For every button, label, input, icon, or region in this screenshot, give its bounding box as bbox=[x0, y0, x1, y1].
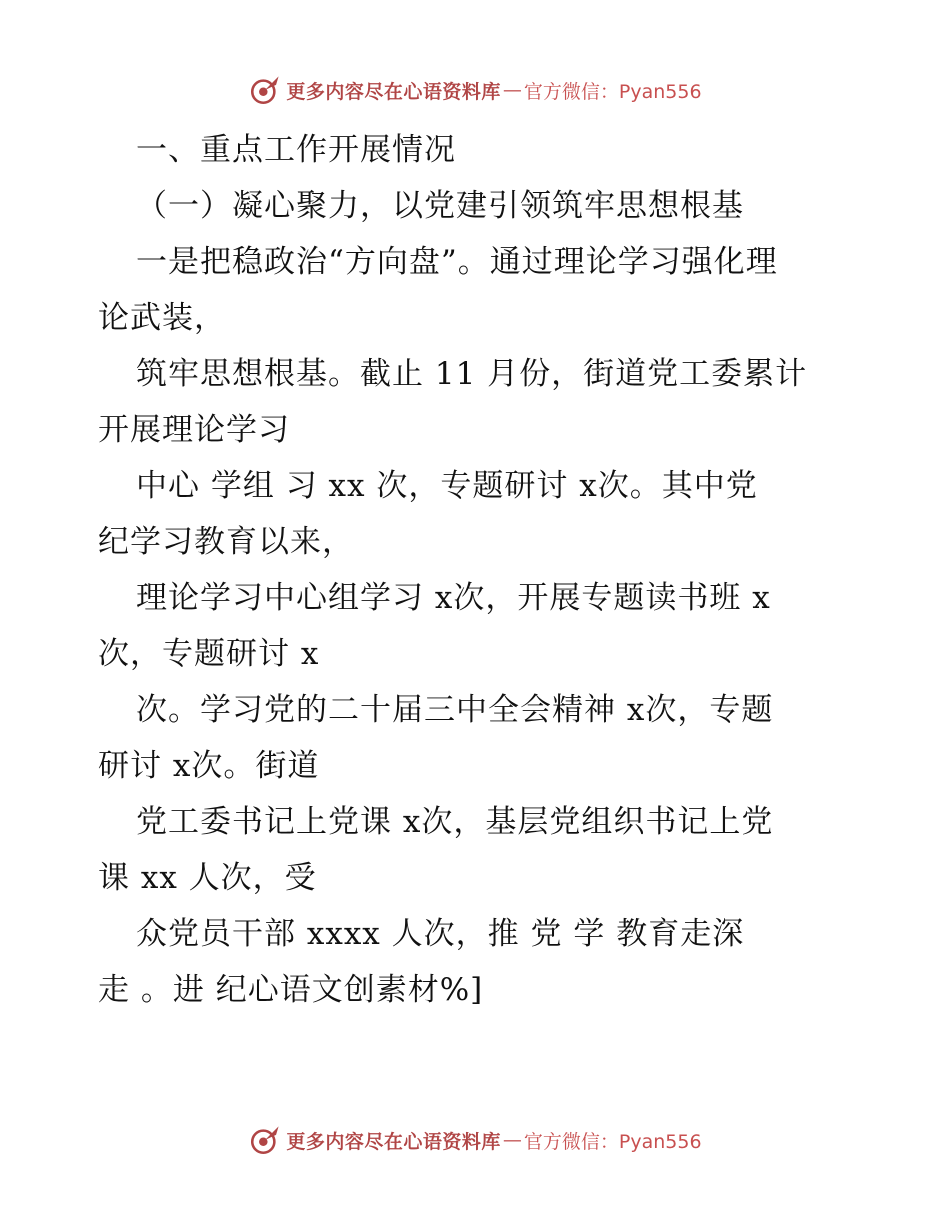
paragraph-line: 中心 学组 习 xx 次，专题研讨 x次。其中党 bbox=[136, 468, 758, 504]
paragraph-line: 课 xx 人次，受 bbox=[98, 860, 317, 896]
banner-wechat-text: 官方微信：Pyan556 bbox=[523, 1130, 702, 1153]
subsection-heading: （一）凝心聚力，以党建引领筑牢思想根基 bbox=[136, 188, 744, 224]
paragraph-line: 党工委书记上党课 x次，基层党组织书记上党 bbox=[136, 804, 774, 840]
banner-brand-text: 更多内容尽在心语资料库 bbox=[286, 80, 501, 103]
header-banner bbox=[0, 70, 950, 110]
paragraph-line: 次，专题研讨 x bbox=[98, 636, 320, 672]
paragraph-line: 论武装， bbox=[98, 300, 226, 336]
banner-brand-text: 更多内容尽在心语资料库 bbox=[286, 1130, 501, 1153]
paragraph-line: 众党员干部 xxxx 人次，推 党 学 教育走深 bbox=[136, 916, 745, 952]
paragraph-line: 纪学习教育以来， bbox=[98, 524, 354, 560]
paragraph-line: 次。学习党的二十届三中全会精神 x次，专题 bbox=[136, 692, 774, 728]
banner-dash: — bbox=[502, 1129, 522, 1151]
paragraph-line: 理论学习中心组学习 x次，开展专题读书班 x bbox=[136, 580, 771, 616]
paragraph-line: 筑牢思想根基。截止 11 月份，街道党工委累计 bbox=[136, 356, 808, 392]
banner-dash: — bbox=[502, 79, 522, 101]
paragraph-line: 开展理论学习 bbox=[98, 412, 290, 448]
paragraph-line: 走 。进 纪心语文创素材%] bbox=[98, 972, 484, 1008]
paragraph-line: 研讨 x次。街道 bbox=[98, 748, 320, 784]
quill-logo-icon bbox=[248, 73, 282, 107]
section-heading: 一、重点工作开展情况 bbox=[136, 132, 456, 168]
footer-banner bbox=[0, 1120, 950, 1160]
document-body bbox=[98, 122, 858, 1018]
banner-wechat-text: 官方微信：Pyan556 bbox=[523, 80, 702, 103]
quill-logo-icon bbox=[248, 1123, 282, 1157]
paragraph-line: 一是把稳政治“方向盘”。通过理论学习强化理 bbox=[136, 244, 778, 280]
